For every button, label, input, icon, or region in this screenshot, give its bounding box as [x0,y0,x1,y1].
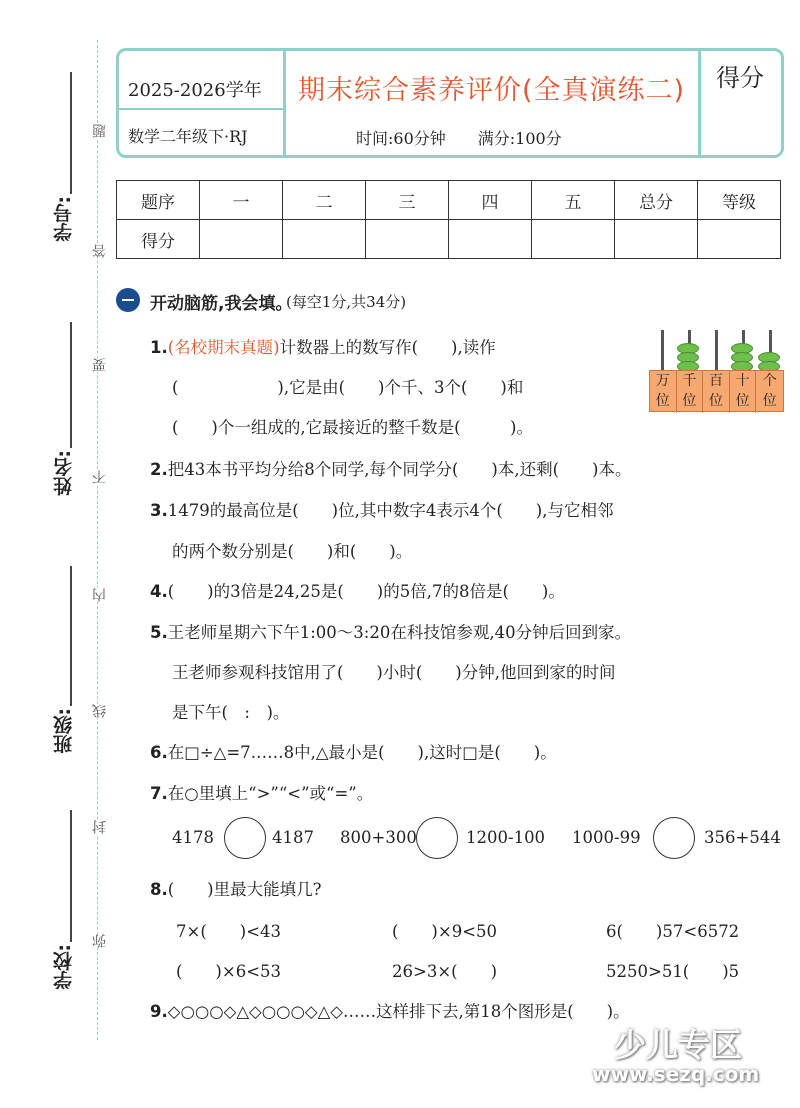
watermark-logo: 少儿专区 [614,1026,743,1064]
question-text: 在○里填上“>”“<”或“=”。 [167,784,374,803]
compare-circle[interactable] [653,817,695,859]
compare-circle[interactable] [416,817,458,859]
binding-char: 内 [92,588,108,602]
question-7 [150,780,373,804]
question-number: 9. [150,1002,168,1021]
abacus-base [649,370,784,412]
question-5-line-1 [150,619,631,643]
compare-right: 4187 [272,828,314,847]
question-text: 把43本书平均分给8个同学,每个同学分( )本,还剩( )本。 [167,460,632,479]
section-title: 开动脑筋,我会填。 [150,294,293,314]
binding-char: 弥 [92,934,108,948]
question-number: 5. [150,623,168,642]
fill-item[interactable]: 5250>51( )5 [606,962,740,981]
score-input-cell[interactable] [615,220,698,259]
table-cell: 三 [366,181,449,220]
question-text: ( )里最大能填几? [167,880,322,899]
binding-char: 题 [92,124,108,138]
table-cell: 总分 [615,181,698,220]
time-info: 时间:60分钟 满分:100分 [356,129,562,148]
compare-right: 1200-100 [466,828,546,847]
score-input-cell[interactable] [532,220,615,259]
table-row [117,181,781,220]
field-school-line[interactable] [70,810,72,942]
table-cell: 五 [532,181,615,220]
question-text: ( )的3倍是24,25是( )的5倍,7的8倍是( )。 [167,582,565,601]
compare-circle[interactable] [224,817,266,859]
fill-item[interactable]: 26>3×( ) [392,962,498,981]
table-cell: 题序 [117,181,200,220]
fill-item[interactable]: 6( )57<6572 [606,922,740,941]
score-input-cell[interactable] [366,220,449,259]
field-school-label: 学校: [53,944,75,990]
score-input-cell[interactable] [698,220,781,259]
section-number-badge [116,288,140,312]
abacus-place-label: 万位 [650,371,677,413]
abacus-rod [715,330,718,372]
table-cell: 二 [283,181,366,220]
field-student-id-label: 学号: [53,196,75,242]
watermark-url: www.sezq.com [592,1062,760,1086]
question-3-line-2: 的两个数分别是( )和( )。 [172,542,413,561]
table-cell: 一 [200,181,283,220]
table-cell: 等级 [698,181,781,220]
field-class-line[interactable] [70,566,72,706]
table-cell: 四 [449,181,532,220]
score-input-cell[interactable] [449,220,532,259]
question-9 [150,998,630,1022]
subject-grade: 数学二年级下·RJ [128,127,248,146]
compare-left: 1000-99 [572,828,641,847]
abacus [649,326,784,372]
field-name-label: 姓名: [53,450,75,496]
table-row [117,220,781,259]
question-number: 2. [150,460,168,479]
question-text: 在□÷△=7……8中,△最小是( ),这时□是( )。 [167,743,557,762]
score-input-cell[interactable] [283,220,366,259]
question-6 [150,739,557,763]
question-number: 1. [150,338,168,357]
question-2 [150,456,631,480]
question-5-line-2: 王老师参观科技馆用了( )小时( )分钟,他回到家的时间 [172,663,616,682]
question-number: 6. [150,743,168,762]
compare-left: 800+300 [340,828,417,847]
question-text: 王老师星期六下午1:00～3:20在科技馆参观,40分钟后回到家。 [167,623,632,642]
field-name-line[interactable] [70,322,72,448]
exam-title: 期末综合素养评价(全真演练二) [298,75,686,106]
header-divider [119,108,283,110]
fill-item[interactable]: ( )×9<50 [392,922,498,941]
question-5-line-3: 是下午( : )。 [172,703,290,722]
compare-left: 4178 [172,828,214,847]
binding-char: 答 [92,244,108,258]
field-class-label: 班级: [53,708,75,754]
question-number: 4. [150,582,168,601]
abacus-place-label: 千位 [677,371,704,413]
question-4 [150,578,565,602]
binding-dash-line [97,40,98,1040]
binding-char: 要 [92,358,108,372]
section-note: (每空1分,共34分) [286,293,407,311]
binding-char: 封 [92,820,108,834]
question-1-line-1 [150,334,496,358]
question-tag: (名校期末真题) [167,338,280,357]
binding-char: 不 [92,470,108,484]
question-1-line-3: ( )个一组成的,它最接近的整千数是( )。 [172,418,533,437]
score-label: 得分 [716,64,764,92]
question-1-line-2: ( ),它是由( )个千、3个( )和 [172,378,524,397]
abacus-rod [661,330,664,372]
question-text: ◇○○○◇△◇○○○◇△◇……这样排下去,第18个图形是( )。 [167,1002,630,1021]
abacus-place-label: 十位 [730,371,757,413]
question-number: 3. [150,501,168,520]
header-divider [283,51,286,155]
score-table [116,180,781,259]
header-divider [698,51,701,155]
question-number: 7. [150,784,168,803]
field-student-id-line[interactable] [70,72,72,194]
abacus-place-label: 个位 [762,373,777,409]
question-text: 计数器上的数写作( ),读作 [279,338,496,357]
table-cell: 得分 [117,220,200,259]
question-3-line-1 [150,497,613,521]
score-input-cell[interactable] [200,220,283,259]
question-8 [150,876,321,900]
question-number: 8. [150,880,168,899]
compare-right: 356+544 [704,828,781,847]
fill-item[interactable]: 7×( )<43 [176,922,282,941]
school-year: 2025-2026学年 [128,80,262,101]
question-text: 1479的最高位是( )位,其中数字4表示4个( ),与它相邻 [167,501,614,520]
abacus-place-label: 百位 [703,371,730,413]
fill-item[interactable]: ( )×6<53 [176,962,282,981]
binding-char: 线 [92,704,108,718]
